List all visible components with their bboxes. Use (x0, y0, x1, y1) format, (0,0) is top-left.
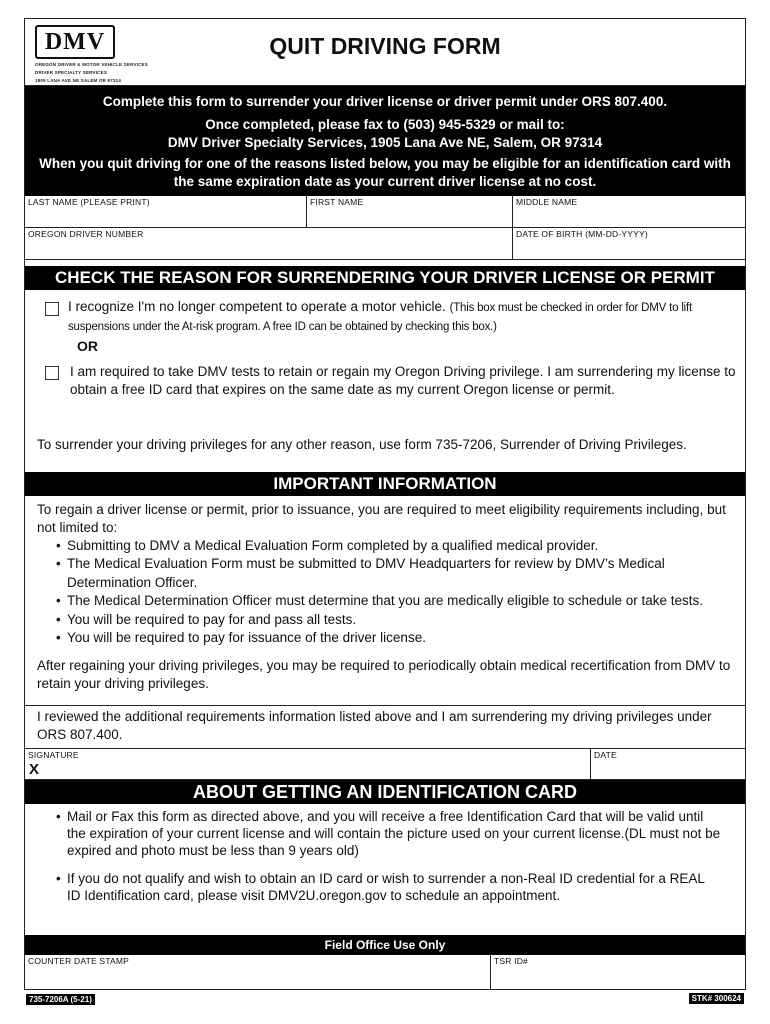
signature-label: SIGNATURE (28, 749, 79, 760)
tsr-id-label: TSR ID# (494, 956, 528, 966)
competence-checkbox[interactable] (45, 302, 59, 316)
field-office-row (25, 955, 745, 989)
counter-date-stamp-field[interactable] (25, 955, 491, 989)
middle-name-field[interactable] (513, 196, 745, 227)
important-bullet: • The Medical Determination Officer must determine that you are medically eligible to schedule or take tests. (67, 592, 745, 611)
tsr-id-field[interactable] (491, 955, 745, 989)
signature-x-mark: X (29, 760, 40, 778)
competence-option-text (68, 298, 738, 336)
date-field[interactable] (591, 749, 745, 779)
intro-line-3: DMV Driver Specialty Services, 1905 Lana Ave NE, Salem, OR 97314 (167, 135, 603, 150)
signature-row (25, 749, 745, 780)
signature-statement: I reviewed the additional requirements information listed above and I am surrendering my driving privileges under ORS 807.400. (25, 706, 745, 749)
testing-option-text: I am required to take DMV tests to retain or regain my Oregon Driving privilege. I am surrendering my license to obtain a free ID card that expires on the same date as my current Oregon license or permit. (70, 363, 736, 397)
id-card-bullet: • If you do not qualify and wish to obtain an ID card or wish to surrender a non-Real ID credential for a REAL ID Identification card, please visit DMV2U.oregon.gov to schedule an appointment. (67, 870, 721, 904)
dmv-logo-subtext-1: OREGON DRIVER & MOTOR VEHICLE SERVICES (35, 62, 148, 67)
field-office-heading: Field Office Use Only (25, 935, 745, 955)
first-name-field[interactable] (307, 196, 513, 227)
middle-name-label: MIDDLE NAME (516, 196, 578, 207)
important-after: After regaining your driving privileges, you may be required to periodically obtain medical recertification from DMV to retain your driving privileges. (25, 648, 745, 706)
important-intro: To regain a driver license or permit, prior to issuance, you are required to meet eligibility requirements including, but not limited to: (37, 501, 726, 535)
date-label: DATE (594, 749, 617, 760)
last-name-label: LAST NAME (PLEASE PRINT) (28, 196, 150, 207)
dmv-logo-subtext-3: 1905 LANA AVE NE SALEM OR 97314 (35, 78, 122, 83)
first-name-label: FIRST NAME (310, 196, 364, 207)
intro-band (25, 86, 745, 196)
form-title: QUIT DRIVING FORM (269, 33, 501, 59)
intro-line-2: Once completed, please fax to (503) 945-5329 or mail to: (205, 116, 565, 132)
stock-number: STK# 300624 (689, 993, 744, 1004)
id-card-heading: ABOUT GETTING AN IDENTIFICATION CARD (25, 780, 745, 804)
dmv-logo-subtext-2: DRIVER SPECIALTY SERVICES (35, 70, 108, 75)
testing-checkbox[interactable] (45, 366, 59, 380)
important-bullet: • The Medical Evaluation Form must be submitted to DMV Headquarters for review by DMV’s Medical Determination Officer. (67, 555, 745, 592)
id-card-bullets (25, 804, 745, 904)
dmv-logo-text: DMV (35, 25, 115, 59)
or-separator: OR (77, 337, 98, 354)
important-bullet: • You will be required to pay for issuance of the driver license. (67, 629, 745, 648)
id-fields-row (25, 228, 745, 260)
reason-heading: CHECK THE REASON FOR SURRENDERING YOUR DRIVER LICENSE OR PERMIT (25, 266, 745, 290)
intro-line-4: When you quit driving for one of the reasons listed below, you may be eligible for an identification card with the same expiration date as your current driver license at no cost. (39, 155, 731, 189)
important-bullet: • Submitting to DMV a Medical Evaluation Form completed by a qualified medical provider. (67, 537, 745, 556)
id-card-bullet: • Mail or Fax this form as directed above, and you will receive a free Identification Card that will be valid until the expiration of your current license and will contain the picture used on your current license.(DL must not be expired and photo must be less than 9 years old) (67, 808, 721, 859)
intro-line-1: Complete this form to surrender your driver license or driver permit under ORS 807.400. (102, 94, 668, 109)
driver-number-label: OREGON DRIVER NUMBER (28, 228, 144, 239)
dob-label: DATE OF BIRTH (MM-DD-YYYY) (516, 228, 648, 239)
quit-driving-form (24, 18, 746, 990)
form-header (25, 19, 745, 86)
signature-field[interactable] (25, 749, 591, 779)
important-bullets (25, 537, 745, 648)
dob-field[interactable] (513, 228, 745, 259)
form-number: 735-7206A (5-21) (26, 994, 95, 1005)
other-reason-text: To surrender your driving privileges for any other reason, use form 735-7206, Surrender of Driving Privileges. (37, 436, 687, 452)
name-fields-row (25, 196, 745, 228)
last-name-field[interactable] (25, 196, 307, 227)
important-bullet: • You will be required to pay for and pass all tests. (67, 611, 745, 630)
driver-number-field[interactable] (25, 228, 513, 259)
reason-options (25, 290, 745, 436)
competence-option-note: (This box must be checked in order for DMV to lift suspensions under the At-risk program. A free ID can be obtained by checking this box.) (68, 301, 693, 333)
competence-option-main: I recognize I'm no longer competent to operate a motor vehicle. (68, 298, 446, 314)
important-heading: IMPORTANT INFORMATION (25, 472, 745, 496)
counter-date-stamp-label: COUNTER DATE STAMP (28, 956, 130, 966)
